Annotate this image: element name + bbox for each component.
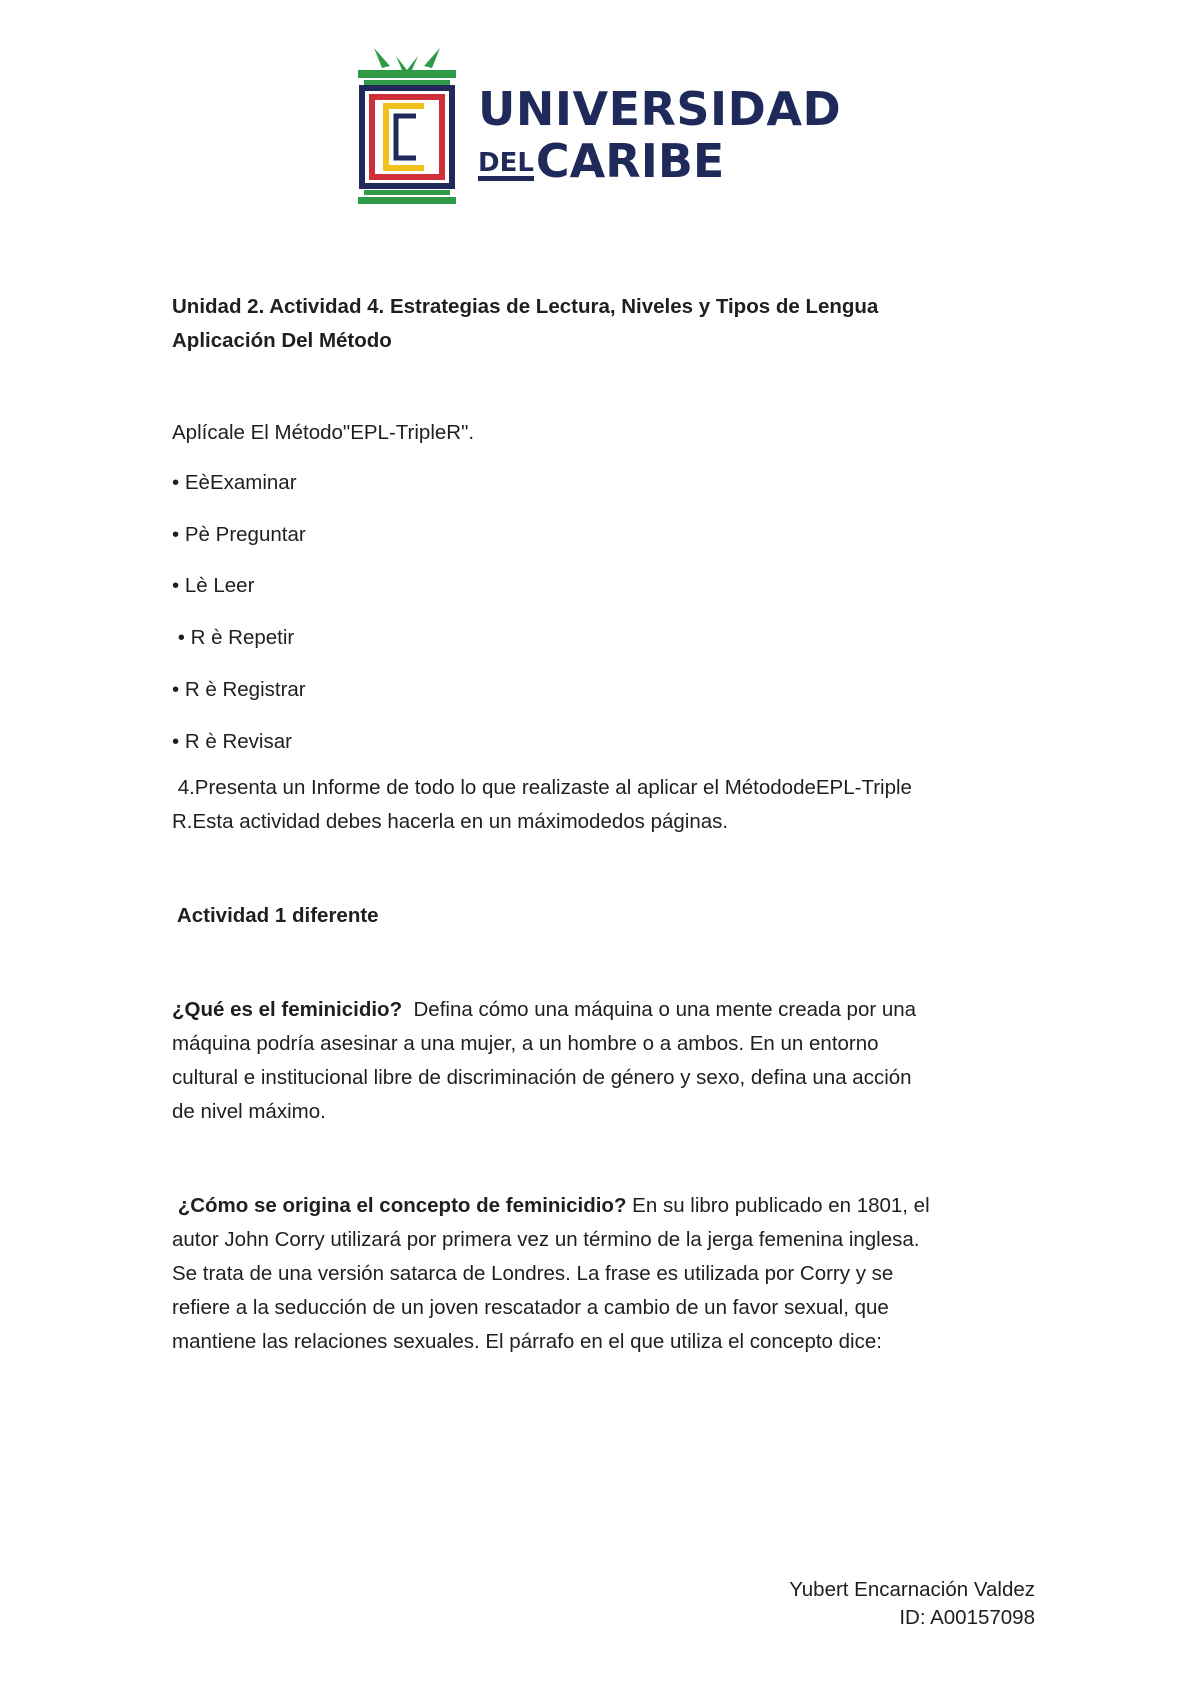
author-id: ID: A00157098 [899, 1606, 1035, 1629]
instruction-line-1: 4.Presenta un Informe de todo lo que realizaste al aplicar el MétododeEPL-Triple [172, 776, 912, 799]
q1-line-3: cultural e institucional libre de discriminación de género y sexo, defina una acción [172, 1066, 912, 1089]
q1-line-2: máquina podría asesinar a una mujer, a un hombre o a ambos. En un entorno [172, 1032, 879, 1055]
list-item: • R è Registrar [172, 678, 306, 701]
q1-line-4: de nivel máximo. [172, 1100, 326, 1123]
author-block [789, 1576, 1035, 1632]
q2-line-1 [172, 1189, 1032, 1223]
list-item: • Pè Preguntar [172, 523, 306, 546]
logo-del: DEL [478, 150, 534, 181]
q2-line-5: mantiene las relaciones sexuales. El párrafo en el que utiliza el concepto dice: [172, 1330, 882, 1353]
question-2-paragraph [172, 1189, 1032, 1359]
logo-caribe: CARIBE [535, 134, 725, 188]
question-1-paragraph [172, 993, 1032, 1129]
intro-text: Aplícale El Método"EPL-TripleR". [172, 421, 475, 444]
q2-text-1: En su libro publicado en 1801, el [626, 1194, 930, 1217]
q1-question: ¿Qué es el feminicidio? [172, 998, 403, 1021]
section-title: Actividad 1 diferente [172, 904, 379, 927]
university-logo [352, 46, 862, 206]
instruction-paragraph [172, 771, 1032, 839]
q2-line-3: Se trata de una versión satarca de Londres. La frase es utilizada por Corry y se [172, 1262, 894, 1285]
heading-line-1: Unidad 2. Actividad 4. Estrategias de Lectura, Niveles y Tipos de Lengua [172, 295, 879, 318]
q2-question: ¿Cómo se origina el concepto de feminicidio? [172, 1194, 627, 1217]
logo-line-del-caribe [478, 134, 841, 188]
logo-emblem-icon [352, 46, 462, 206]
q1-text-1: Defina cómo una máquina o una mente creada por una [402, 998, 917, 1021]
method-steps-list [172, 466, 1032, 759]
q2-line-4: refiere a la seducción de un joven rescatador a cambio de un favor sexual, que [172, 1296, 889, 1319]
q1-line-1 [172, 993, 1032, 1027]
author-name: Yubert Encarnación Valdez [789, 1578, 1035, 1601]
logo-line-universidad: UNIVERSIDAD [478, 82, 842, 136]
document-body [172, 290, 1032, 1359]
heading-line-2: Aplicación Del Método [172, 329, 392, 352]
q2-line-2: autor John Corry utilizará por primera vez un término de la jerga femenina inglesa. [172, 1228, 920, 1251]
logo-wordmark [478, 82, 842, 188]
list-item: • Lè Leer [172, 574, 255, 597]
list-item: • EèExaminar [172, 471, 297, 494]
list-item: • R è Revisar [172, 730, 292, 753]
list-item: • R è Repetir [172, 626, 295, 649]
instruction-line-2: R.Esta actividad debes hacerla en un máximodedos páginas. [172, 810, 729, 833]
